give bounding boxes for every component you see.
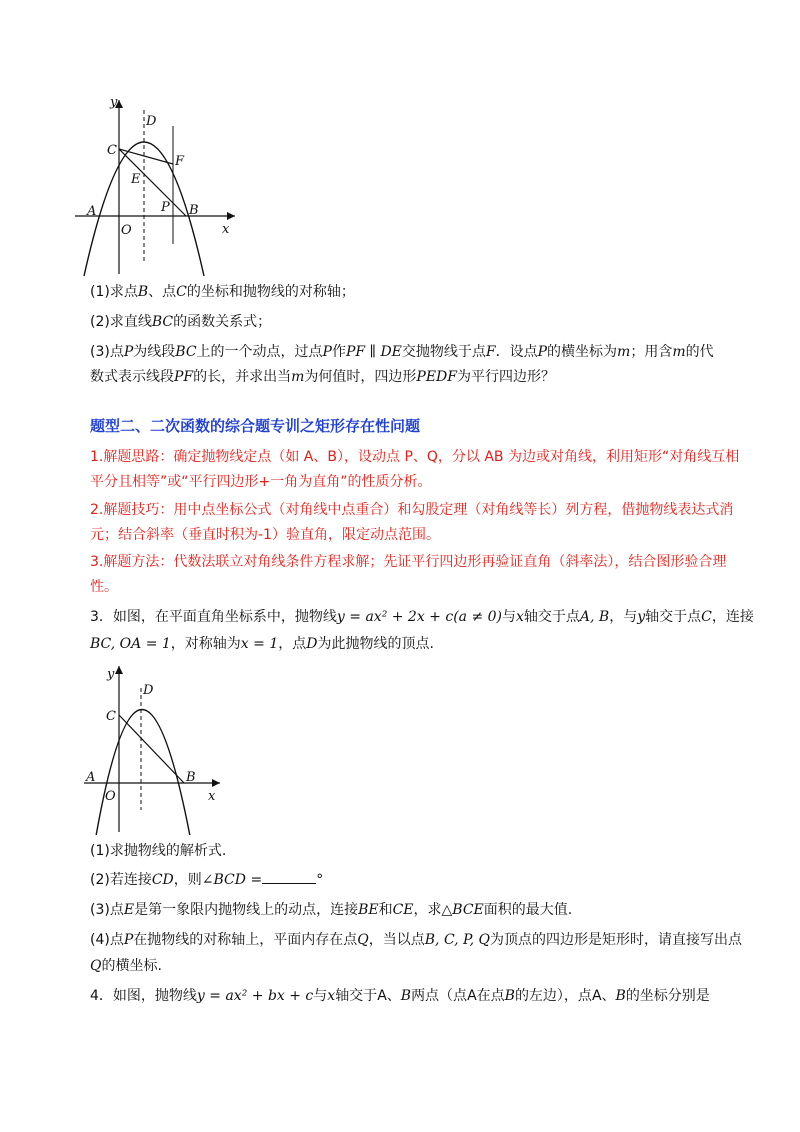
q3-part1: (1)求抛物线的解析式. [90, 843, 227, 859]
tip-3-line-2: 性。 [90, 579, 118, 595]
fig2-label-y: y [107, 667, 115, 682]
figure-1-parabola [70, 92, 250, 277]
q3-stem-line-1: 3．如图，在平面直角坐标系中，抛物线y = ax² + 2x + c(a ≠ 0)与x轴交于点A, B，与y轴交于点C，连接 [90, 609, 754, 625]
fig2-label-o: O [105, 789, 116, 804]
q2-part3-cont: 数式表示线段PF的长，并求出当m为何值时，四边形PEDF为平行四边形？ [90, 369, 555, 385]
fig2-label-c: C [106, 709, 116, 724]
tip-1-line-1: 1.解题思路：确定抛物线定点（如 A、B），设动点 P、Q，分以 AB 为边或对角线，利用矩形“对角线互相 [90, 449, 740, 465]
q3-stem-line-2: BC, OA = 1，对称轴为x = 1，点D为此抛物线的顶点. [90, 636, 434, 652]
tip-3-line-1: 3.解题方法：代数法联立对角线条件方程求解；先证平行四边形再验证直角（斜率法），结合图形验合理 [90, 554, 727, 570]
q3-part3: (3)点E是第一象限内抛物线上的动点，连接BE和CE，求△BCE面积的最大值. [90, 902, 573, 918]
tip-1-line-2: 平分且相等”或“平行四边形+一角为直角”的性质分析。 [90, 474, 432, 490]
tip-2-line-1: 2.解题技巧：用中点坐标公式（对角线中点重合）和勾股定理（对角线等长）列方程，借抛物线表达式消 [90, 502, 734, 518]
q3-part2: (2)若连接CD，则∠BCD = ° [90, 869, 323, 891]
q2-part1: (1)求点B、点C的坐标和抛物线的对称轴； [90, 284, 355, 300]
fig1-label-x: x [222, 222, 230, 237]
fig1-label-b: B [189, 203, 199, 218]
fig2-label-b: B [186, 770, 196, 785]
fig1-label-o: O [121, 223, 132, 238]
fig1-label-e: E [131, 172, 141, 187]
answer-blank[interactable] [262, 869, 316, 884]
fig2-label-d: D [143, 683, 154, 698]
q2-part3: (3)点P为线段BC上的一个动点，过点P作PF ∥ DE交抛物线于点F．设点P的横坐标为m；用含m的代 [90, 344, 714, 360]
fig2-label-a: A [86, 770, 96, 785]
section-title: 题型二、二次函数的综合题专训之矩形存在性问题 [90, 417, 421, 435]
fig2-label-x: x [208, 789, 216, 804]
fig1-label-y: y [110, 95, 118, 110]
fig1-label-p: P [161, 200, 170, 215]
q3-part4-cont: Q的横坐标. [90, 958, 162, 974]
fig1-label-a: A [87, 204, 97, 219]
q3-part4: (4)点P在抛物线的对称轴上，平面内存在点Q，当以点B, C, P, Q为顶点的四边形是矩形时，请直接写出点 [90, 932, 743, 948]
fig1-label-f: F [175, 154, 185, 169]
tip-2-line-2: 元；结合斜率（垂直时积为-1）验直角，限定动点范围。 [90, 527, 440, 543]
q2-part2: (2)求直线BC的函数关系式； [90, 314, 272, 330]
fig1-label-c: C [107, 143, 117, 158]
fig1-label-d: D [146, 114, 157, 129]
q4-stem: 4．如图，抛物线y = ax² + bx + c与x轴交于A、B两点（点A在点B的左边），点A、B的坐标分别是 [90, 988, 710, 1004]
figure-2-parabola [80, 660, 230, 835]
